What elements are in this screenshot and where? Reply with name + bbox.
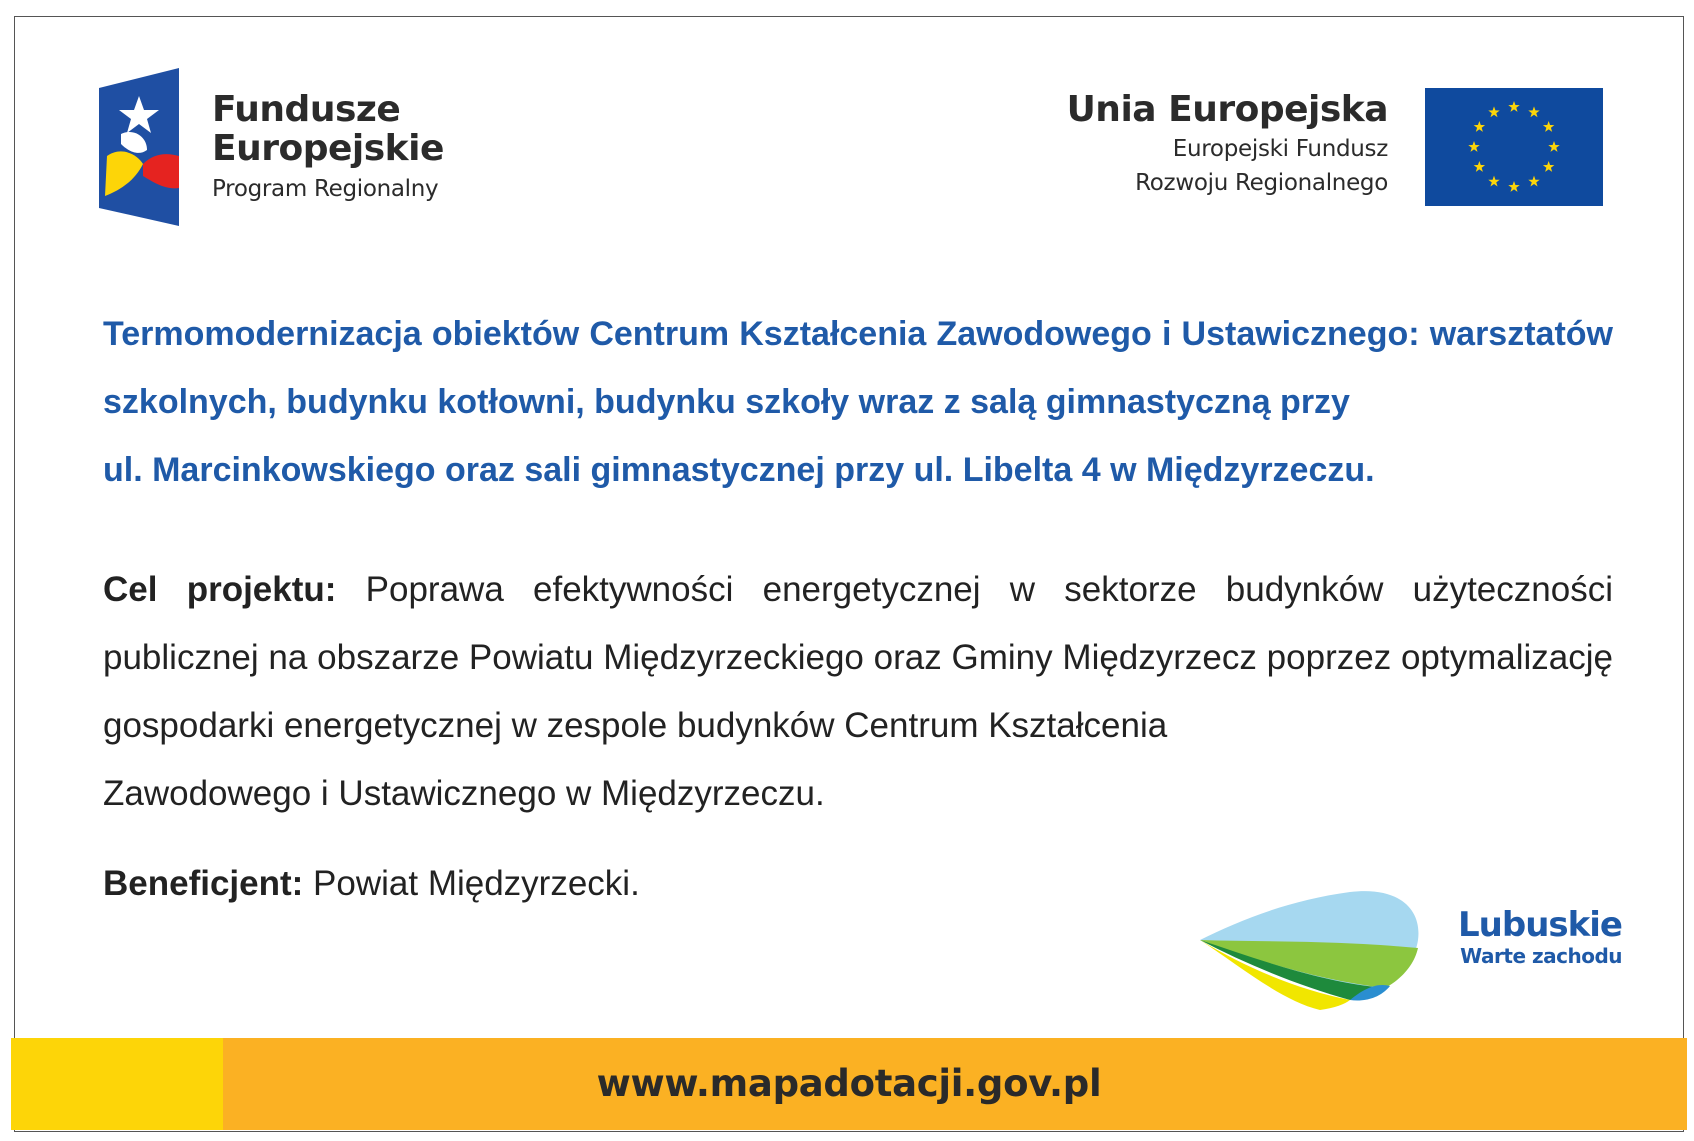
project-title-last: ul. Marcinkowskiego oraz sali gimnastycznej przy ul. Libelta 4 w Międzyrzeczu.	[103, 451, 1375, 489]
ue-subtitle-line2: Rozwoju Regionalnego	[1135, 170, 1388, 196]
fundusze-europejskie-text	[212, 90, 444, 202]
goal-text-last: Zawodowego i Ustawicznego w Międzyrzeczu.	[103, 774, 825, 813]
lubuskie-logo-icon	[1200, 890, 1420, 1012]
beneficiary-label: Beneficjent:	[103, 864, 304, 903]
unia-europejska-text	[1067, 88, 1388, 200]
footer-url-link[interactable]: www.mapadotacji.gov.pl	[596, 1062, 1102, 1105]
fe-title-line1: Fundusze	[212, 89, 401, 130]
lubuskie-title: Lubuskie	[1458, 905, 1622, 945]
ue-title: Unia Europejska	[1066, 89, 1388, 130]
goal-text: Poprawa efektywności energetycznej w sektorze budynków użyteczności publicznej na obszarze Powiatu Międzyrzeckiego oraz Gminy Międzyrzecz poprzez optymalizację gospodarki energetycznej w zespole budynków Centrum Kształcenia	[103, 570, 1613, 745]
fe-subtitle: Program Regionalny	[212, 176, 439, 202]
ue-subtitle-line1: Europejski Fundusz	[1172, 136, 1388, 162]
eu-flag-icon	[1425, 88, 1603, 206]
beneficiary	[103, 850, 640, 918]
project-title	[103, 300, 1613, 504]
lubuskie-text	[1430, 906, 1622, 968]
project-title-main: Termomodernizacja obiektów Centrum Kształcenia Zawodowego i Ustawicznego: warsztatów szkolnych, budynku kotłowni, budynku szkoły wraz z salą gimnastyczną przy	[103, 315, 1613, 421]
lubuskie-subtitle: Warte zachodu	[1460, 944, 1622, 968]
project-goal	[103, 556, 1613, 828]
beneficiary-text: Powiat Międzyrzecki.	[313, 864, 640, 903]
fundusze-europejskie-logo-icon	[99, 68, 179, 226]
fe-title-line2: Europejskie	[212, 128, 444, 169]
goal-label: Cel projektu:	[103, 570, 337, 609]
